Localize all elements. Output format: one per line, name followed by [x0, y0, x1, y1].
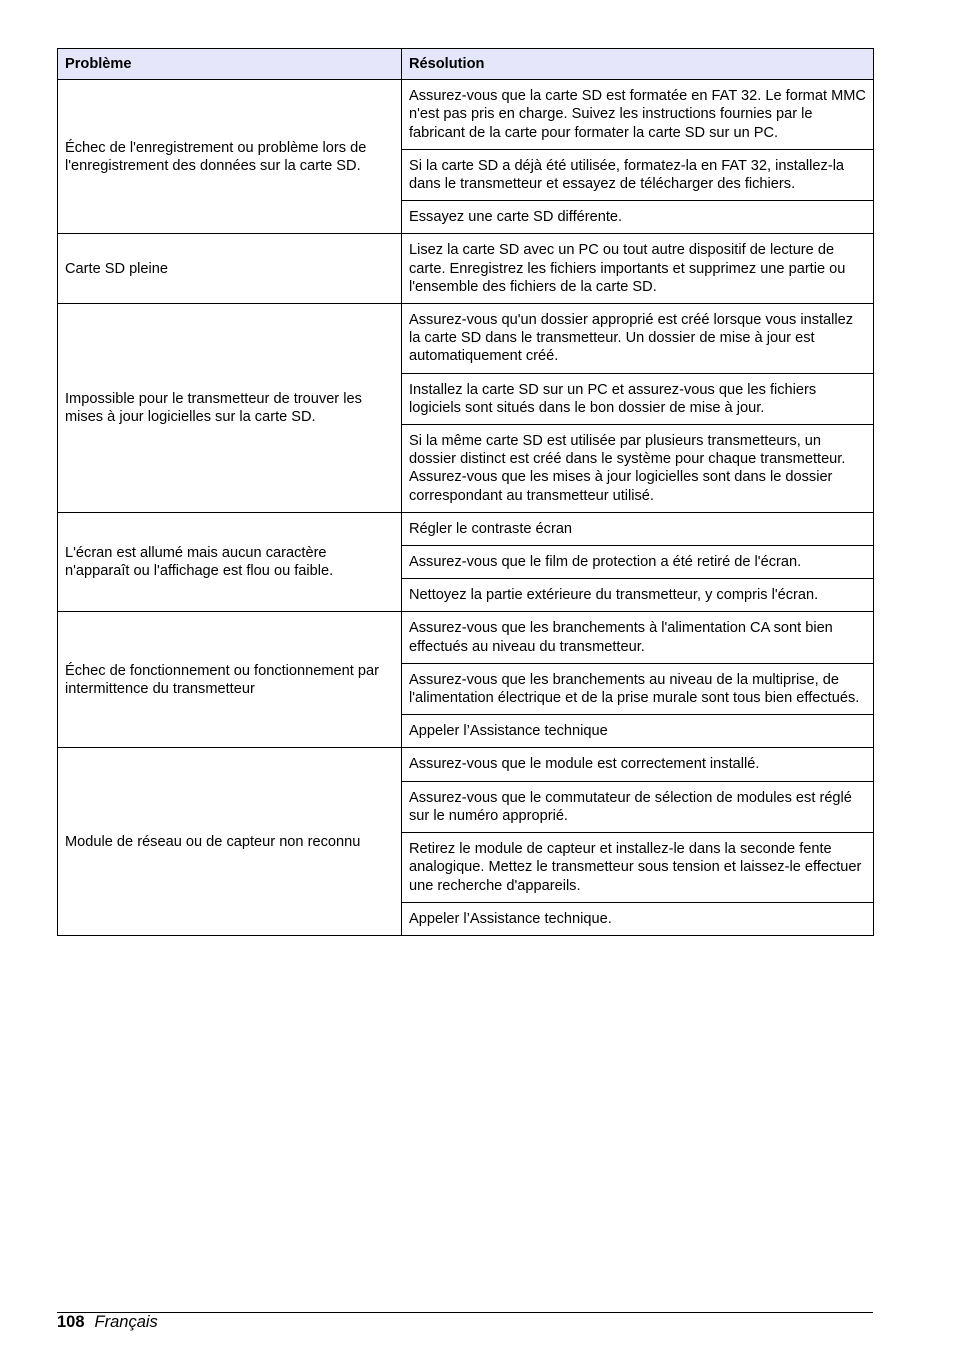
resolution-cell: Installez la carte SD sur un PC et assurez-vous que les fichiers logiciels sont situés dans le bon dossier de mise à jour. — [402, 373, 874, 424]
resolution-cell: Retirez le module de capteur et installez-le dans la seconde fente analogique. Mettez le transmetteur sous tension et laissez-le effectuer une recherche d'appareils. — [402, 833, 874, 903]
footer-language: Français — [94, 1313, 158, 1331]
resolution-cell: Assurez-vous que les branchements au niveau de la multiprise, de l'alimentation électrique et de la prise murale sont tous bien effectués. — [402, 663, 874, 714]
resolution-cell: Assurez-vous que les branchements à l'alimentation CA sont bien effectués au niveau du transmetteur. — [402, 612, 874, 663]
footer-divider — [57, 1312, 873, 1313]
resolution-cell: Appeler l’Assistance technique — [402, 715, 874, 748]
table-row — [58, 612, 874, 663]
resolution-cell: Lisez la carte SD avec un PC ou tout autre dispositif de lecture de carte. Enregistrez les fichiers importants et supprimez une partie ou l'ensemble des fichiers de la carte SD. — [402, 234, 874, 304]
page-number: 108 — [57, 1313, 85, 1331]
table-header-row — [58, 49, 874, 80]
problem-cell: Échec de l'enregistrement ou problème lors de l'enregistrement des données sur la carte SD. — [58, 80, 402, 234]
problem-cell: Carte SD pleine — [58, 234, 402, 304]
resolution-cell: Assurez-vous que le commutateur de sélection de modules est réglé sur le numéro approprié. — [402, 781, 874, 832]
table-row — [58, 748, 874, 781]
resolution-cell: Assurez-vous qu'un dossier approprié est créé lorsque vous installez la carte SD dans le transmetteur. Un dossier de mise à jour est automatiquement créé. — [402, 304, 874, 374]
problem-cell: Module de réseau ou de capteur non reconnu — [58, 748, 402, 935]
resolution-cell: Régler le contraste écran — [402, 512, 874, 545]
table-row — [58, 234, 874, 304]
resolution-cell: Appeler l’Assistance technique. — [402, 902, 874, 935]
table-row — [58, 512, 874, 545]
troubleshooting-table — [57, 48, 874, 936]
header-problem: Problème — [58, 49, 402, 80]
resolution-cell: Essayez une carte SD différente. — [402, 201, 874, 234]
resolution-cell: Si la même carte SD est utilisée par plusieurs transmetteurs, un dossier distinct est créé dans le système pour chaque transmetteur. Assurez-vous que les mises à jour logicielles sont dans le dossier correspondant au transmetteur utilisé. — [402, 425, 874, 513]
problem-cell: L'écran est allumé mais aucun caractère n'apparaît ou l'affichage est flou ou faible. — [58, 512, 402, 612]
resolution-cell: Assurez-vous que le film de protection a été retiré de l'écran. — [402, 546, 874, 579]
header-resolution: Résolution — [402, 49, 874, 80]
resolution-cell: Nettoyez la partie extérieure du transmetteur, y compris l'écran. — [402, 579, 874, 612]
page-footer — [57, 1312, 158, 1332]
resolution-cell: Assurez-vous que la carte SD est formatée en FAT 32. Le format MMC n'est pas pris en charge. Suivez les instructions fournies par le fabricant de la carte pour formater la carte SD sur un PC. — [402, 80, 874, 150]
resolution-cell: Si la carte SD a déjà été utilisée, formatez-la en FAT 32, installez-la dans le transmetteur et essayez de télécharger des fichiers. — [402, 149, 874, 200]
problem-cell: Échec de fonctionnement ou fonctionnement par intermittence du transmetteur — [58, 612, 402, 748]
table-row — [58, 304, 874, 374]
table-row — [58, 80, 874, 150]
problem-cell: Impossible pour le transmetteur de trouver les mises à jour logicielles sur la carte SD. — [58, 304, 402, 513]
resolution-cell: Assurez-vous que le module est correctement installé. — [402, 748, 874, 781]
